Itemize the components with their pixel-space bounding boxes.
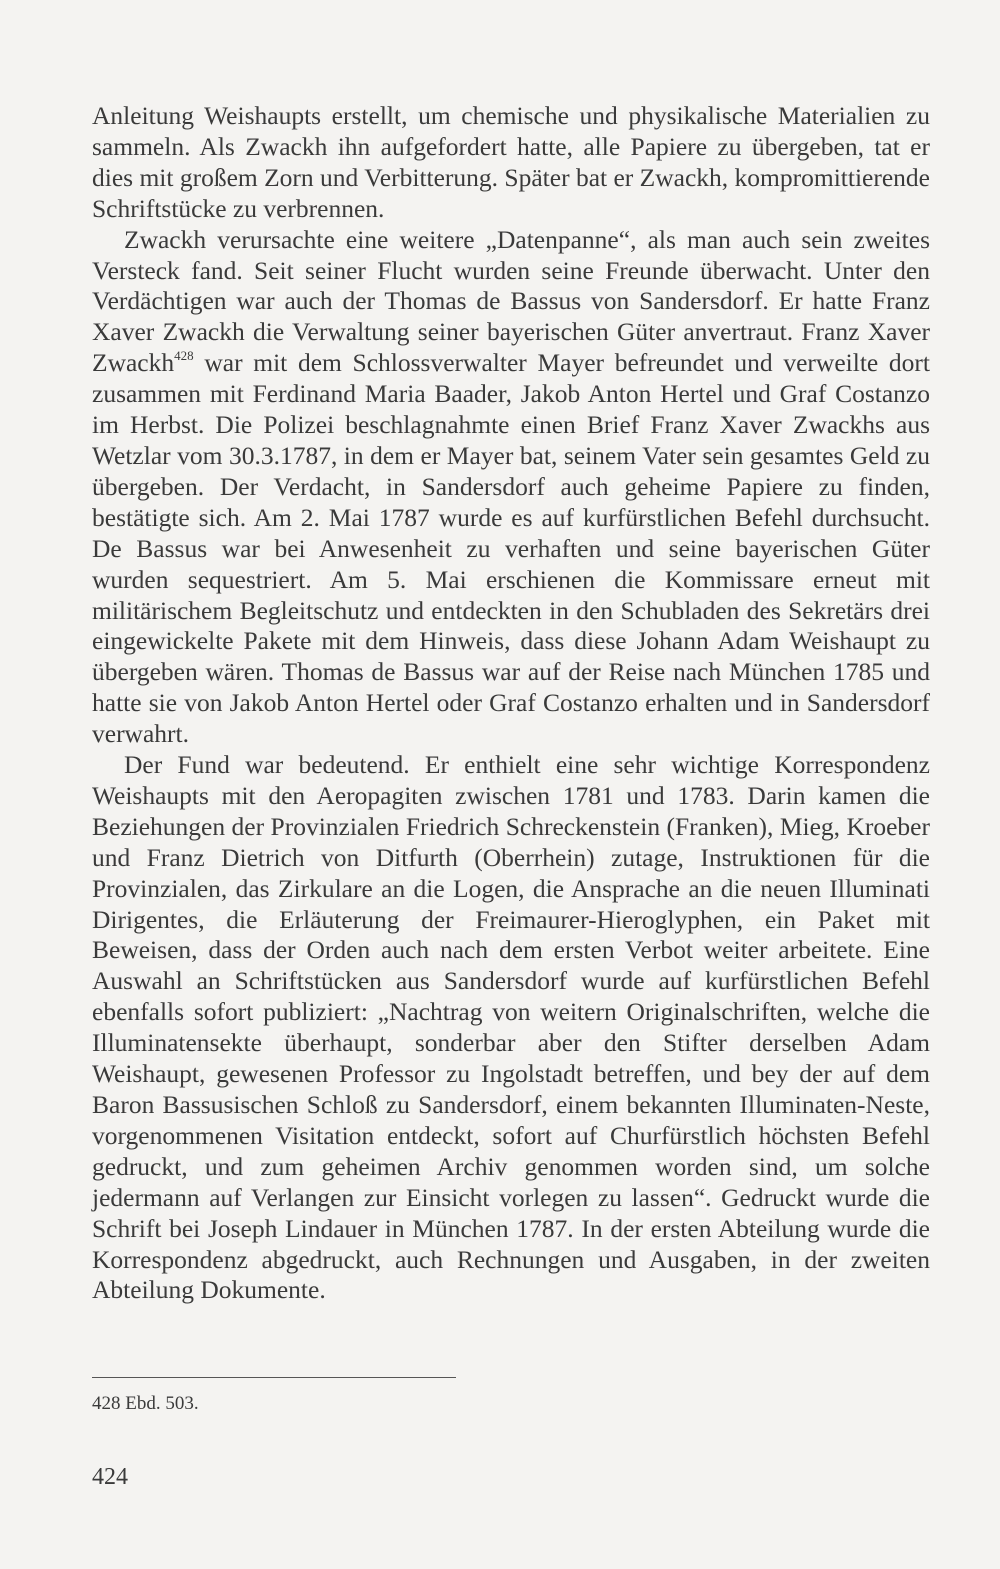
page-number: 424 <box>92 1464 128 1490</box>
paragraph-2 <box>92 225 930 750</box>
paragraph-1: Anleitung Weishaupts erstellt, um chemische und physikalische Materialien zu sammeln. Als Zwackh ihn aufgefordert hatte, alle Papiere zu übergeben, tat er dies mit großem Zorn und Verbitterung. Später bat er Zwackh, kompromittierende Schriftstücke zu verbrennen. <box>92 101 930 223</box>
footnote-reference[interactable]: 428 <box>174 347 194 363</box>
body-text <box>92 101 930 1306</box>
footnote <box>92 1392 199 1416</box>
paragraph-2-text-before-note: Zwackh verursachte eine weitere „Datenpanne“, als man auch sein zweites Versteck fand. Seit seiner Flucht wurden seine Freunde überwacht. Unter den Verdächtigen war auch der Thomas de Bassus von Sandersdorf. Er hatte Franz Xaver Zwackh die Verwaltung seiner bayerischen Güter anvertraut. Franz Xaver Zwackh <box>92 224 930 378</box>
footnote-divider <box>92 1377 456 1378</box>
paragraph-2-text-after-note: war mit dem Schlossverwalter Mayer befreundet und verweilte dort zusammen mit Ferdinand Maria Baader, Jakob Anton Hertel und Graf Costanzo im Herbst. Die Polizei beschlagnahmte einen Brief Franz Xaver Zwackhs aus Wetzlar vom 30.3.1787, in dem er Mayer bat, seinem Vater sein gesamtes Geld zu übergeben. Der Verdacht, in Sandersdorf auch geheime Papiere zu finden, bestätigte sich. Am 2. Mai 1787 wurde es auf kurfürstlichen Befehl durchsucht. De Bassus war bei Anwesenheit zu verhaften und seine bayerischen Güter wurden sequestriert. Am 5. Mai erschienen die Kommissare erneut mit militärischem Begleitschutz und entdeckten in den Schubladen des Sekretärs drei eingewickelte Pakete mit dem Hinweis, dass diese Johann Adam Weishaupt zu übergeben wären. Thomas de Bassus war auf der Reise nach München 1785 und hatte sie von Jakob Anton Hertel oder Graf Costanzo erhalten und in Sandersdorf verwahrt. <box>92 348 930 749</box>
footnote-text: Ebd. 503. <box>125 1393 199 1414</box>
footnote-number: 428 <box>92 1393 121 1414</box>
paragraph-3: Der Fund war bedeutend. Er enthielt eine sehr wichtige Korrespondenz Weishaupts mit den Aeropagiten zwischen 1781 und 1783. Darin kamen die Beziehungen der Provinzialen Friedrich Schreckenstein (Franken), Mieg, Kroeber und Franz Dietrich von Ditfurth (Oberrhein) zutage, Instruktionen für die Provinzialen, das Zirkulare an die Logen, die Ansprache an die neuen Illuminati Dirigentes, die Erläuterung der Freimaurer-Hieroglyphen, ein Paket mit Beweisen, dass der Orden auch nach dem ersten Verbot weiter arbeitete. Eine Auswahl an Schriftstücken aus Sandersdorf wurde auf kurfürstlichen Befehl ebenfalls sofort publiziert: „Nachtrag von weitern Originalschriften, welche die Illuminatensekte überhaupt, sonderbar aber den Stifter derselben Adam Weishaupt, gewesenen Professor zu Ingolstadt betreffen, und bey der auf dem Baron Bassusischen Schloß zu Sandersdorf, einem bekannten Illuminaten-Neste, vorgenommenen Visitation entdeckt, sofort auf Churfürstlich höchsten Befehl gedruckt, und zum geheimen Archiv genommen worden sind, um solche jedermann auf Verlangen zur Einsicht vorlegen zu lassen“. Gedruckt wurde die Schrift bei Joseph Lindauer in München 1787. In der ersten Abteilung wurde die Korrespondenz abgedruckt, auch Rechnungen und Ausgaben, in der zweiten Abteilung Dokumente. <box>92 750 930 1305</box>
